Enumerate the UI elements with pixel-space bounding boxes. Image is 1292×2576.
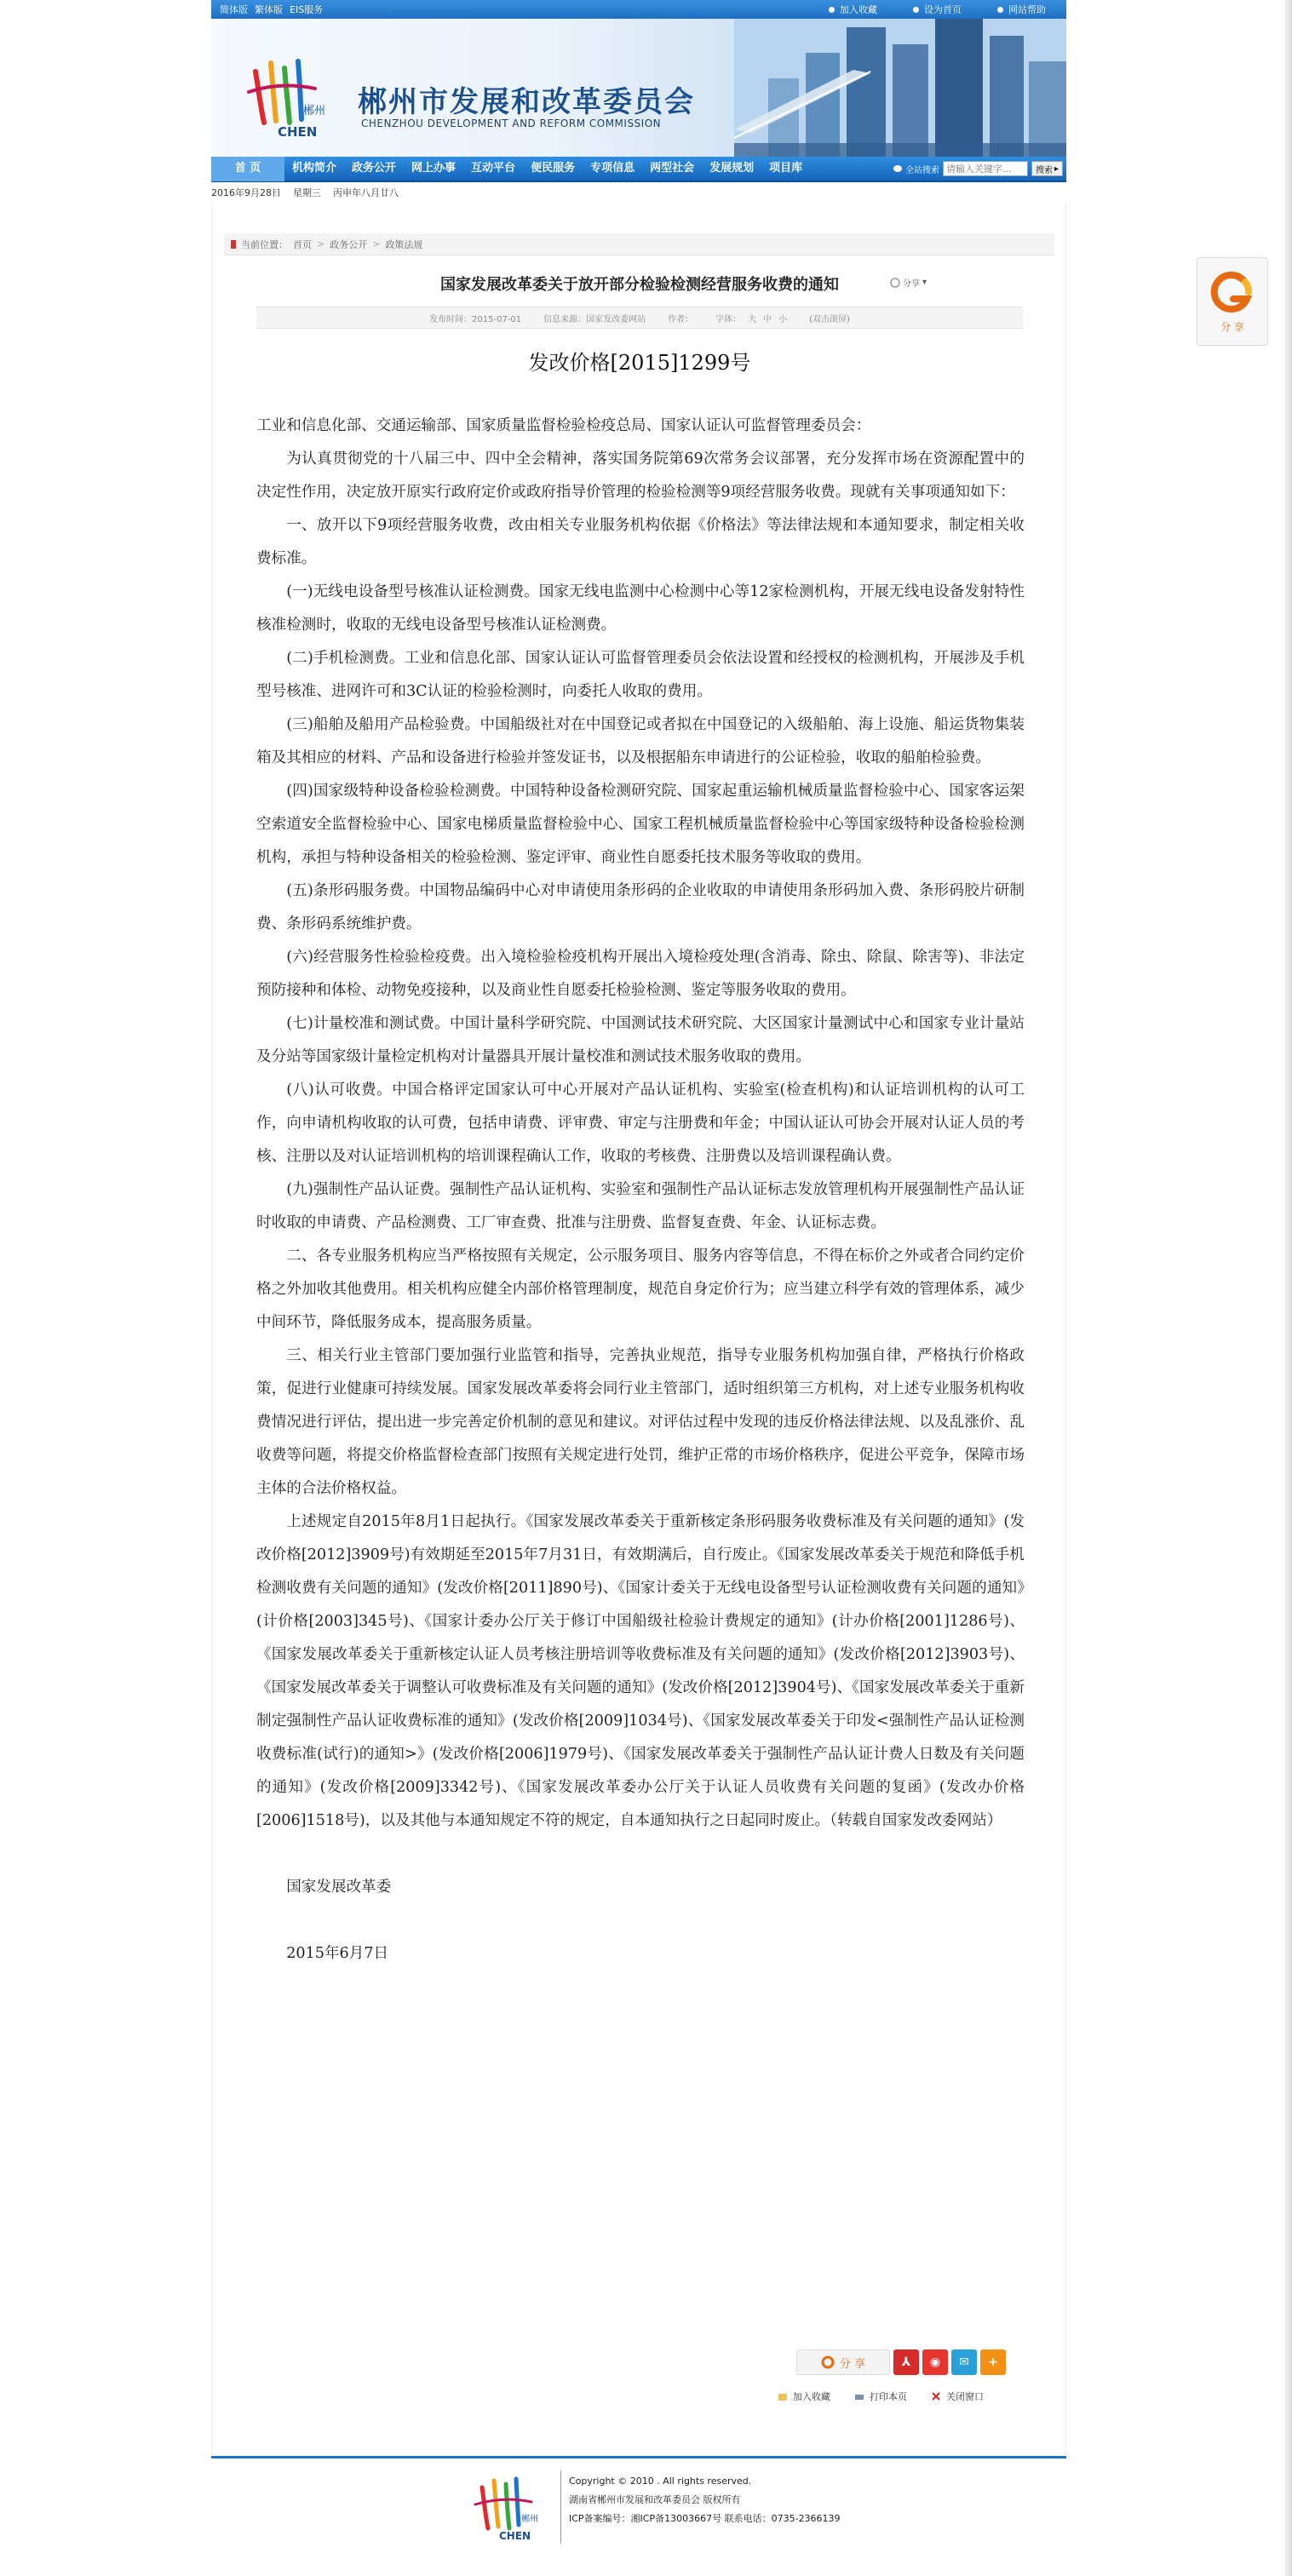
share-logo-icon	[821, 2355, 835, 2369]
footer-icp: ICP备案编号：湘ICP备13003667号 联系电话：0735-2366139	[569, 2513, 841, 2524]
paragraph: (七)计量校准和测试费。中国计量科学研究院、中国测试技术研究院、大区国家计量测试中心和国家专业计量站及分站等国家级计量检定机构对计量器具开展计量校准和测试技术服务收取的费用。	[256, 1015, 1025, 1065]
nav-interaction[interactable]: 互动平台	[471, 162, 516, 175]
nav-projects[interactable]: 项目库	[769, 162, 803, 175]
main-nav	[211, 157, 1066, 182]
lunar-date: 丙申年八月廿八	[333, 187, 399, 198]
arrow-right-icon: ▸	[1054, 164, 1059, 174]
paragraph: (五)条形码服务费。中国物品编码中心对申请使用条形码的企业收取的申请使用条形码加入费、条形码胶片研制费、条形码系统维护费。	[256, 882, 1025, 932]
share-logo-icon	[1209, 270, 1255, 316]
paragraph: (九)强制性产品认证费。强制性产品认证机构、实验室和强制性产品认证标志发放管理机构开展强制性产品认证时收取的申请费、产品检测费、工厂审查费、批准与注册费、监督复查费、年金、认证标志费。	[256, 1181, 1025, 1231]
printer-icon	[854, 2391, 864, 2401]
footer-divider	[560, 2470, 561, 2544]
top-bar	[211, 0, 1066, 19]
close-icon	[931, 2391, 941, 2401]
nav-gov-affairs[interactable]: 政务公开	[352, 162, 397, 175]
paragraph: (二)手机检测费。工业和信息化部、国家认证认可监督管理委员会依法设置和经授权的检测机构，开展涉及手机型号核准、进网许可和3C认证的检验检测时，向委托人收取的费用。	[256, 650, 1025, 700]
nav-about[interactable]: 机构简介	[292, 162, 337, 175]
font-large-button[interactable]: 大	[748, 314, 757, 324]
copyright: Copyright © 2010 . All rights reserved.	[569, 2476, 752, 2487]
site-title: 郴州市发展和改革委员会	[358, 85, 695, 119]
footer-logo	[472, 2474, 548, 2542]
nav-special-info[interactable]: 专项信息	[590, 162, 635, 175]
paragraph: (三)船舶及船用产品检验费。中国船级社对在中国登记或者拟在中国登记的入级船舶、海上设施、船运货物集装箱及其相应的材料、产品和设备进行检验并签发证书，以及根据船东申请进行的公证检验，收取的船舶检验费。	[256, 716, 1025, 766]
share-weibo-icon[interactable]: ◉	[922, 2349, 948, 2375]
city-skyline-image	[734, 19, 1066, 157]
paragraph: (八)认可收费。中国合格评定国家认可中心开展对产品认证机构、实验室(检查机构)和认证培训机构的认可工作，向申请机构收取的认可费，包括申请费、评审费、审定与注册费和年金；中国认证认可协会开展对认证人员的考核、注册以及对认证培训机构的培训课程确认工作，收取的考核费、注册费以及培训课程确认费。	[256, 1081, 1025, 1165]
article-body	[256, 410, 1025, 1971]
nav-two-type-society[interactable]: 两型社会	[650, 162, 695, 175]
share-mini-button[interactable]: 分享 ▾	[890, 276, 927, 289]
footer-text	[569, 2472, 841, 2528]
nav-public-service[interactable]: 便民服务	[531, 162, 576, 175]
lang-other-link[interactable]: EIS服务	[290, 4, 324, 15]
nav-online-service[interactable]: 网上办事	[411, 162, 457, 175]
search-button[interactable]: 搜索 ▸	[1031, 161, 1063, 176]
svg-text:CHEN: CHEN	[278, 124, 318, 140]
lang-traditional-link[interactable]: 繁体版	[255, 4, 283, 15]
share-bar	[796, 2349, 1006, 2376]
floating-share-label: 分 享	[1220, 320, 1244, 333]
search-label: 全站搜索	[893, 163, 939, 175]
date-bar	[211, 182, 1066, 203]
star-icon	[829, 7, 835, 13]
print-button[interactable]: 打印本页	[854, 2390, 907, 2403]
current-date: 2016年9月28日	[211, 187, 281, 198]
share-pdf-icon[interactable]: ⅄	[893, 2349, 919, 2375]
paragraph: 三、相关行业主管部门要加强行业监管和指导，完善执业规范，指导专业服务机构加强自律，严格执行价格政策，促进行业健康可持续发展。国家发展改革委将会同行业主管部门，适时组织第三方机构，对上述专业服务机构收费情况进行评估，提出进一步完善定价机制的意见和建议。对评估过程中发现的违反价格法律法规、以及乱涨价、乱收费等问题，将提交价格监督检查部门按照有关规定进行处罚，维护正常的市场价格秩序，促进公平竞争，保障市场主体的合法价格权益。	[256, 1347, 1025, 1497]
page-wrapper	[211, 0, 1066, 2576]
content-panel	[211, 203, 1066, 2576]
breadcrumb-policy[interactable]: 政策法规	[385, 238, 423, 250]
breadcrumb-gov-affairs[interactable]: 政务公开	[330, 238, 368, 250]
article-meta	[256, 307, 1023, 329]
breadcrumb-home[interactable]: 首页	[293, 238, 312, 250]
svg-text:郴州: 郴州	[521, 2515, 538, 2524]
author: 作者：	[668, 314, 694, 324]
signature-date: 2015年6月7日	[286, 1945, 389, 1962]
breadcrumb-label: 当前位置：	[241, 238, 288, 250]
breadcrumb	[224, 233, 1054, 255]
scroll-hint: (双击滚屏)	[809, 314, 850, 324]
footer	[211, 2456, 1066, 2576]
banner	[211, 19, 1066, 157]
signature-org: 国家发展改革委	[286, 1879, 392, 1896]
document-number: 发改价格[2015]1299号	[528, 351, 751, 375]
paragraph: (一)无线电设备型号核准认证检测费。国家无线电监测中心检测中心等12家检测机构，开展无线电设备发射特性核准检测时，收取的无线电设备型号核准认证检测费。	[256, 583, 1025, 634]
chat-icon	[893, 164, 903, 173]
add-favorite-button[interactable]: 加入收藏	[778, 2390, 830, 2403]
paragraph: 上述规定自2015年8月1日起执行。《国家发展改革委关于重新核定条形码服务收费标准及有关问题的通知》(发改价格[2012]3909号)有效期延至2015年7月31日，有效期满后，自行废止。《国家发展改革委关于规范和降低手机检测收费有关问题的通知》(发改价格[2011]890号)、《国家计委关于无线电设备型号认证检测收费有关问题的通知》(计价格[2003]345号)、《国家计委办公厅关于修订中国船级社检验计费规定的通知》(计办价格[2001]1286号)、《国家发展改革委关于重新核定认证人员考核注册培训等收费标准及有关问题的通知》(发改价格[2012]3903号)、《国家发展改革委关于调整认可收费标准及有关问题的通知》(发改价格[2012]3904号)、《国家发展改革委关于重新制定强制性产品认证收费标准的通知》(发改价格[2009]1034号)、《国家发展改革委关于印发<强制性产品认证检测收费标准(试行)的通知>》(发改价格[2006]1979号)、《国家发展改革委关于强制性产品认证计费人日数及有关问题的通知》(发改价格[2009]3342号)、《国家发展改革委办公厅关于认证人员收费有关问题的复函》(发改办价格[2006]1518号)，以及其他与本通知规定不符的规定，自本通知执行之日起同时废止。（转载自国家发改委网站）	[256, 1513, 1025, 1829]
article-title: 国家发展改革委关于放开部分检验检测经营服务收费的通知	[440, 276, 839, 294]
paragraph: 为认真贯彻党的十八届三中、四中全会精神，落实国务院第69次常务会议部署，充分发挥市场在资源配置中的决定性作用，决定放开原实行政府定价或政府指导价管理的检验检测等9项经营服务收费。现就有关事项通知如下：	[256, 450, 1025, 501]
floating-share-widget[interactable]	[1197, 257, 1268, 346]
paragraph: 一、放开以下9项经营服务收费，改由相关专业服务机构依据《价格法》等法律法规和本通知要求，制定相关收费标准。	[256, 517, 1025, 567]
set-home-link[interactable]: 设为首页	[913, 3, 962, 16]
info-source: 信息来源：国家发改委网站	[543, 314, 646, 324]
help-icon	[997, 7, 1003, 13]
lang-simplified-link[interactable]: 简体版	[220, 4, 248, 15]
chevron-down-icon: ▾	[922, 278, 927, 287]
site-subtitle: CHENZHOU DEVELOPMENT AND REFORM COMMISSION	[361, 118, 662, 129]
page-edge	[1285, 0, 1292, 2576]
svg-text:CHEN: CHEN	[499, 2530, 531, 2542]
paragraph: (四)国家级特种设备检验检测费。中国特种设备检测研究院、国家起重运输机械质量监督检验中心、国家客运架空索道安全监督检验中心、国家电梯质量监督检验中心、国家工程机械质量监督检验中心等国家级特种设备检验检测机构，承担与特种设备相关的检验检测、鉴定评审、商业性自愿委托技术服务等收取的费用。	[256, 783, 1025, 866]
folder-icon	[778, 2391, 788, 2401]
breadcrumb-separator-icon: >	[317, 238, 325, 250]
publish-time: 发布时间：2015-07-01	[429, 314, 522, 324]
share-icon	[890, 278, 900, 288]
share-button[interactable]: 分 享	[796, 2349, 890, 2375]
paragraph: (六)经营服务性检验检疫费。出入境检验检疫机构开展出入境检疫处理(含消毒、除虫、除鼠、除害等)、非法定预防接种和体检、动物免疫接种，以及商业性自愿委托检验检测、鉴定等服务收取的费用。	[256, 949, 1025, 999]
paragraph: 二、各专业服务机构应当严格按照有关规定，公示服务项目、服务内容等信息，不得在标价之外或者合同约定价格之外加收其他费用。相关机构应健全内部价格管理制度，规范自身定价行为；应当建立科学有效的管理体系，减少中间环节，降低服务成本，提高服务质量。	[256, 1248, 1025, 1331]
nav-home[interactable]: 首 页	[211, 156, 284, 181]
site-logo[interactable]	[244, 55, 337, 140]
current-weekday: 星期三	[293, 187, 321, 198]
font-size-selector: 字体： 大 中 小	[715, 312, 787, 324]
svg-text:郴州: 郴州	[303, 105, 326, 118]
site-search	[893, 161, 1066, 176]
nav-planning[interactable]: 发展规划	[709, 162, 755, 175]
site-help-link[interactable]: 网站帮助	[997, 3, 1046, 16]
favorite-link[interactable]: 加入收藏	[829, 3, 877, 16]
font-small-button[interactable]: 小	[778, 314, 788, 324]
search-input[interactable]	[943, 161, 1028, 176]
font-medium-button[interactable]: 中	[763, 314, 772, 324]
home-icon	[913, 7, 919, 13]
article-tools	[778, 2390, 984, 2403]
location-marker-icon	[231, 240, 236, 249]
paragraph: 工业和信息化部、交通运输部、国家质量监督检验检疫总局、国家认证认可监督管理委员会：	[256, 417, 871, 434]
share-qq-icon[interactable]: ✉	[951, 2349, 977, 2375]
footer-org: 湖南省郴州市发展和改革委员会 版权所有	[569, 2494, 741, 2505]
close-window-button[interactable]: 关闭窗口	[931, 2390, 984, 2403]
share-more-icon[interactable]: +	[980, 2349, 1006, 2375]
breadcrumb-separator-icon: >	[372, 238, 381, 250]
